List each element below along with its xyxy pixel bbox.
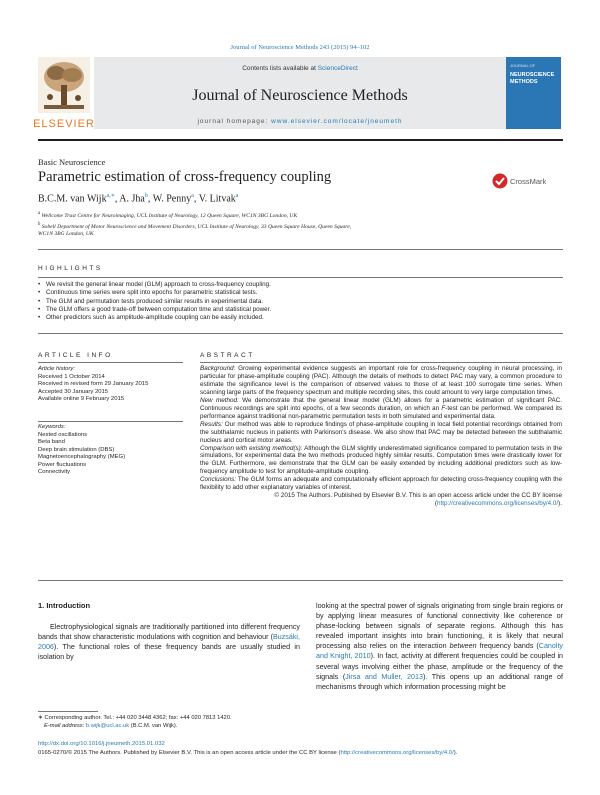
highlight-item: • We revisit the general linear model (GLM) approach to cross-frequency coupling. [38, 281, 271, 288]
keyword: Beta band [38, 439, 65, 446]
cover-line-top: JOURNAL OF [510, 63, 536, 68]
abstract-comparison: Comparison with existing method(s): Although the GLM slightly underestimated significance compared to permutation tests in the simulations, for experimental data the two methods produced highly similar results. Computation times were drastically lower for the GLM. Furthermore, we demonstrate that the GLM can be easily extended by including additional predictors such as low-frequency amplitude to test for amplitude-amplitude coupling. [200, 444, 563, 476]
contents-available-line: Contents lists available at ScienceDirect [242, 65, 358, 72]
divider [38, 580, 563, 581]
email-link[interactable]: b.wijk@ucl.ac.uk [85, 722, 130, 729]
abstract-conclusions: Conclusions: The GLM forms an adequate and computationally efficient approach for detecting cross-frequency coupling with the flexibility to add other explanatory variables of interest. [200, 476, 562, 492]
intro-left-column: Electrophysiological signals are traditionally partitioned into different frequency bands that show characteristic modulations with cognition and behaviour (Buzsáki, 2006). The functional roles of these frequency bands are usually studied in isolation by [38, 623, 300, 662]
introduction-heading: 1. Introduction [38, 601, 91, 610]
history-item: Accepted 30 January 2015 [38, 388, 109, 395]
crossmark-label: CrossMark [510, 177, 547, 186]
keyword: Connectivity [38, 469, 71, 476]
affiliation-b: $^b$ Sobell Department of Motor Neuroscience and Movement Disorders, UCL Institute of Neurology, 33 Queen Square House, Queen Square, [38, 222, 352, 230]
elsevier-tree-logo [38, 57, 90, 113]
abstract-heading: ABSTRACT [200, 352, 255, 359]
header-rule [38, 139, 563, 141]
history-item: Received 1 October 2014 [38, 373, 105, 380]
doi-link[interactable]: http://dx.doi.org/10.1016/j.jneumeth.2015.01.032 [38, 741, 165, 747]
author-name[interactable]: A. Jha [119, 193, 145, 205]
abstract-body [200, 365, 562, 508]
homepage-link[interactable]: www.elsevier.com/locate/jneumeth [271, 118, 403, 125]
history-label: Article history: [38, 366, 75, 372]
affiliation-a: $^a$ Wellcome Trust Centre for Neuroimaging, UCL Institute of Neurology, 12 Queen Square, WC1N 3BG London, UK [38, 211, 298, 219]
keyword: Nested oscillations [38, 431, 88, 438]
author-affiliation-marker[interactable]: a [235, 193, 239, 199]
author-name[interactable]: B.C.M. van Wijk [38, 193, 107, 205]
history-item: Available online 9 February 2015 [38, 396, 125, 403]
author-name[interactable]: W. Penny [152, 193, 192, 205]
keywords-label: Keywords: [38, 424, 66, 430]
divider [38, 421, 183, 422]
highlights-list [38, 281, 563, 322]
elsevier-wordmark: ELSEVIER [33, 118, 95, 130]
abstract-new-method: New method: We demonstrate that the general linear model (GLM) allows for a parametric estimation of significant PAC. Continuous recordings are split into epochs, of a few seconds duration, on which an F-test can be performed. We compared its performance against traditional non-parametric permutation tests in both simulated and experimental data. [200, 396, 562, 420]
highlight-item: • Other predictors such as amplitude-amplitude coupling can be easily included. [38, 314, 264, 322]
license-link[interactable]: http://creativecommons.org/licenses/by/4.0/ [340, 750, 454, 756]
citation-link[interactable]: Jirsa and Muller, 2013 [345, 672, 423, 681]
license-line: 0165-0270/© 2015 The Authors. Published by Elsevier B.V. This is an open access article under the CC BY license (http://creativecommons.org/licenses/by/4.0/). [38, 750, 458, 756]
author-affiliation-marker[interactable]: a [191, 193, 194, 199]
keyword: Magnetoencephalography (MEG) [38, 454, 126, 461]
history-item: Received in revised form 29 January 2015 [38, 381, 149, 388]
journal-homepage: journal homepage: www.elsevier.com/locate/jneumeth [197, 118, 403, 125]
divider [38, 249, 563, 250]
author-list: B.C.M. van Wijk$^{a,∗}$, A. Jha$^b$, W. Penny$^a$, V. Litvak$^a$ [38, 193, 239, 205]
highlights-heading: HIGHLIGHTS [38, 265, 103, 272]
author-name[interactable]: V. Litvak [198, 193, 236, 205]
article-title: Parametric estimation of cross-frequency coupling [38, 169, 332, 185]
journal-citation-link[interactable]: Journal of Neuroscience Methods 243 (2015) 94–102 [230, 44, 370, 51]
affiliation-b-continued: WC1N 3BG London, UK [38, 231, 94, 237]
author-affiliation-marker[interactable]: b [144, 193, 148, 199]
abstract-background: Background: Growing experimental evidence suggests an important role for cross-frequency coupling in neural processing, in particular for phase-amplitude coupling (PAC). Although the details of methods to detect PAC may vary, a common procedure to estimate the significance level is the comparison of observed values to those of at least 100 surrogate time series. When scanning large parts of the frequency spectrum and multiple recording sites, this could amount to very large computation times. [200, 365, 563, 396]
divider [38, 277, 563, 278]
author-affiliation-marker[interactable]: a,∗ [106, 193, 115, 199]
divider [38, 333, 563, 334]
cc-license-link[interactable]: http://creativecommons.org/licenses/by/4.0/ [437, 500, 559, 508]
intro-right-column: looking at the spectral power of signals originating from single brain regions or by applying linear measures of functional connectivity like coherence or phase-locking between signals of separate regions. Although this has revealed important insights into brain functioning, it is likely that neural processing also relies on the interaction between frequency bands (Canolty and Knight, 2010). In fact, activity at different frequencies could be coupled in several ways involving either the phase, amplitude or the frequency of the signals (Jirsa and Muller, 2013). This opens up an additional range of mechanisms through which information processing might be [316, 602, 564, 691]
keywords [38, 424, 168, 477]
cover-journal-name: NEUROSCIENCE METHODS [510, 72, 555, 85]
crossmark-badge[interactable] [492, 173, 560, 189]
divider [38, 362, 183, 363]
citation-link[interactable]: Canolty and Knight, 2010 [316, 642, 563, 661]
corresponding-author-note: ∗ Corresponding author. Tel.: +44 020 3448 4362; fax: +44 020 7813 1420. E-mail address: b.wijk@ucl.ac.uk (B.C.M. van Wijk). [38, 715, 232, 729]
abstract-results: Results: Our method was able to reproduce findings of phase-amplitude coupling in local field potential recordings obtained from the subthalamic nucleus in patients with Parkinson's disease. We also show that PAC may be detected between the subthalamic nucleus and cortical motor areas. [200, 420, 562, 444]
abstract-copyright: © 2015 The Authors. Published by Elsevier B.V. This is an open access article under the CC BY license (http://creativecommons.org/licenses/by/4.0/). [274, 492, 562, 508]
keyword: Deep brain stimulation (DBS) [38, 446, 115, 453]
sciencedirect-link[interactable]: ScienceDirect [317, 65, 358, 72]
footnote-rule [38, 711, 98, 712]
journal-title: Journal of Neuroscience Methods [192, 87, 408, 104]
highlight-item: • Continuous time series were split into epochs for parametric statistical tests. [38, 289, 258, 297]
citation-link[interactable]: Buzsáki, 2006 [38, 633, 300, 652]
article-history [38, 366, 168, 404]
highlight-item: • The GLM and permutation tests produced similar results in experimental data. [38, 297, 263, 305]
keyword: Power fluctuations [38, 461, 87, 468]
divider [200, 362, 562, 363]
highlight-item: • The GLM offers a good trade-off between computation time and statistical power. [38, 305, 272, 313]
article-section: Basic Neuroscience [38, 157, 106, 167]
article-info-heading: ARTICLE INFO [38, 352, 113, 359]
